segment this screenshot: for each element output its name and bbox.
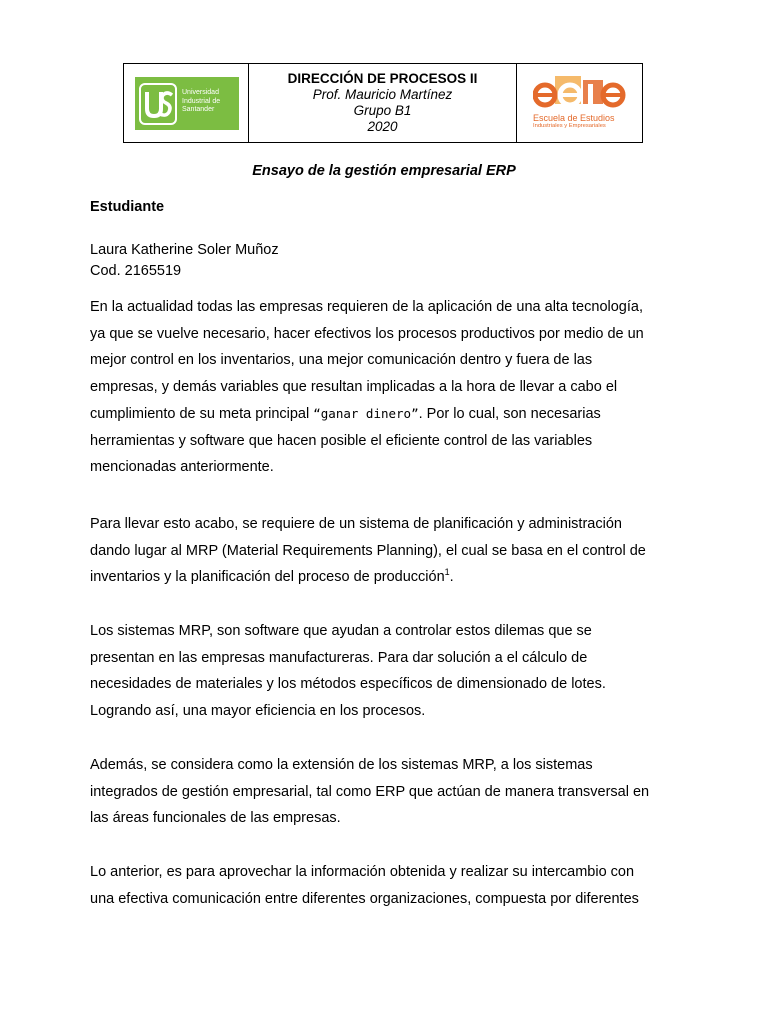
uis-logo-text — [182, 89, 238, 115]
paragraph-2 — [90, 511, 682, 591]
p1-line-3: mejor control en los inventarios, una mejor comunicación dentro y fuera de las — [90, 352, 593, 369]
eie-wordmark-icon — [533, 74, 633, 114]
paragraph-1 — [90, 294, 682, 481]
p1-line-5-end: . Por lo cual, son necesarias — [418, 405, 601, 422]
eie-logo — [533, 74, 633, 134]
paragraph-5 — [90, 859, 682, 912]
professor-name: Prof. Mauricio Martínez — [312, 87, 453, 102]
essay-title: Ensayo de la gestión empresarial ERP — [252, 163, 516, 179]
p1-line-2: ya que se vuelve necesario, hacer efectivos los procesos productivos por medio de un — [90, 325, 644, 342]
p3-line-3: necesidades de materiales y los métodos específicos de dimensionado de lotes. — [90, 676, 606, 693]
year-label: 2020 — [367, 119, 398, 134]
student-code: Cod. 2165519 — [90, 263, 182, 279]
p1-line-5 — [90, 401, 682, 428]
paragraph-4 — [90, 752, 682, 832]
p5-line-1: Lo anterior, es para aprovechar la información obtenida y realizar su intercambio con — [90, 864, 635, 880]
header-center-cell — [249, 64, 517, 142]
group-label: Grupo B1 — [353, 103, 412, 118]
p2-line-3-text: inventarios y la planificación del proceso de producción — [90, 569, 445, 586]
p2-line-3 — [90, 564, 682, 591]
uis-line-2: Industrial de — [182, 97, 221, 105]
student-info — [90, 240, 279, 282]
header-right-cell — [517, 64, 642, 142]
footnote-ref-1[interactable]: 1 — [444, 567, 450, 578]
header-left-cell — [124, 64, 249, 142]
p1-line-6: herramientas y software que hacen posible el eficiente control de las variables — [90, 432, 593, 449]
p4-line-3: las áreas funcionales de las empresas. — [90, 810, 341, 827]
student-label: Estudiante — [90, 199, 165, 215]
p3-line-1: Los sistemas MRP, son software que ayudan a controlar estos dilemas que se — [90, 623, 592, 639]
p2-line-3-end: . — [449, 569, 454, 586]
p3-line-4: Logrando así, una mayor eficiencia en los procesos. — [90, 703, 426, 720]
p1-line-4: empresas, y demás variables que resultan implicadas a la hora de llevar a cabo el — [90, 379, 618, 396]
p2-line-2: dando lugar al MRP (Material Requirements Planning), el cual se basa en el control de — [90, 542, 646, 559]
uis-line-3: Santander — [182, 106, 215, 113]
paragraph-3 — [90, 618, 682, 725]
uis-logo — [135, 77, 239, 130]
p2-line-1: Para llevar esto acabo, se requiere de un sistema de planificación y administración — [90, 516, 622, 532]
p1-line-7: mencionadas anteriormente. — [90, 459, 274, 476]
quote-ganar-dinero: “ganar dinero” — [313, 405, 419, 421]
p1-line-1: En la actualidad todas las empresas requieren de la aplicación de una alta tecnología, — [90, 299, 643, 315]
p1-line-5-start: cumplimiento de su meta principal — [90, 405, 314, 422]
p4-line-1: Además, se considera como la extensión de los sistemas MRP, a los sistemas — [90, 757, 593, 773]
p3-line-2: presentan en las empresas manufactureras. Para dar solución a el cálculo de — [90, 649, 588, 666]
p5-line-2: una efectiva comunicación entre diferentes organizaciones, compuesta por diferentes — [90, 890, 639, 907]
p4-line-2: integrados de gestión empresarial, tal como ERP que actúan de manera transversal en — [90, 783, 650, 800]
course-title: DIRECCIÓN DE PROCESOS II — [287, 71, 478, 86]
header-table — [123, 63, 643, 143]
eie-line-1: Escuela de Estudios — [533, 113, 615, 123]
uis-mark-icon — [139, 83, 177, 125]
student-name: Laura Katherine Soler Muñoz — [90, 242, 279, 258]
eie-line-2: Industriales y Empresariales — [533, 123, 606, 129]
uis-line-1: Universidad — [182, 89, 219, 96]
